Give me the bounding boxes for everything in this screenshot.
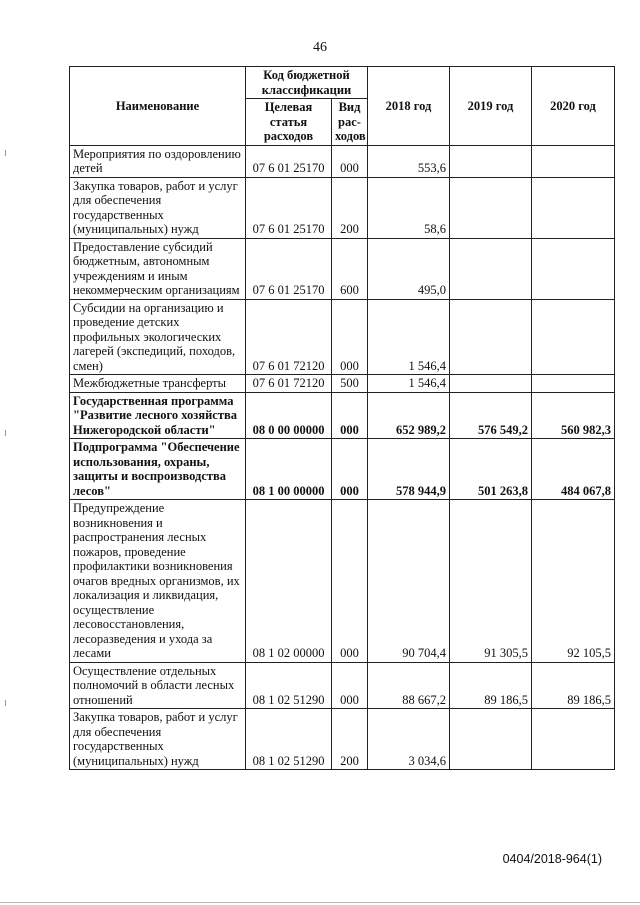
row-expense-kind-cell: 000: [332, 439, 368, 500]
table-row: [70, 439, 615, 500]
row-2019-cell: 576 549,2: [450, 392, 532, 439]
table-header-row: [70, 67, 615, 99]
row-2020-cell: 89 186,5: [532, 662, 615, 709]
row-2019-cell: 89 186,5: [450, 662, 532, 709]
row-target-code-cell: 07 6 01 25170: [246, 238, 332, 299]
row-name-cell: Осуществление отдельных полномочий в области лесных отношений: [70, 662, 246, 709]
document-number: 0404/2018-964(1): [502, 852, 602, 866]
row-2018-cell: 553,6: [368, 145, 450, 177]
row-2018-cell: 88 667,2: [368, 662, 450, 709]
row-2019-cell: 501 263,8: [450, 439, 532, 500]
budget-table: [69, 66, 615, 770]
row-2019-cell: [450, 145, 532, 177]
table-row: [70, 238, 615, 299]
row-2019-cell: [450, 709, 532, 770]
row-name-cell: Государственная программа "Развитие лесного хозяйства Нижегородской области": [70, 392, 246, 439]
row-2020-cell: 560 982,3: [532, 392, 615, 439]
row-2019-cell: [450, 238, 532, 299]
row-target-code-cell: 07 6 01 72120: [246, 299, 332, 375]
edge-mark: [5, 700, 6, 706]
row-target-code-cell: 07 6 01 25170: [246, 177, 332, 238]
row-target-code-cell: 08 0 00 00000: [246, 392, 332, 439]
table-row: [70, 709, 615, 770]
row-2018-cell: 58,6: [368, 177, 450, 238]
table-row: [70, 299, 615, 375]
header-expense-kind: Вид рас-ходов: [332, 99, 368, 146]
table-row: [70, 662, 615, 709]
table-row: [70, 177, 615, 238]
header-2020: 2020 год: [532, 67, 615, 146]
bottom-rule: [0, 902, 640, 903]
row-2018-cell: 90 704,4: [368, 500, 450, 663]
row-name-cell: Предоставление субсидий бюджетным, автономным учреждениям и иным некоммерческим организациям: [70, 238, 246, 299]
row-expense-kind-cell: 000: [332, 500, 368, 663]
row-2018-cell: 578 944,9: [368, 439, 450, 500]
row-name-cell: Предупреждение возникновения и распространения лесных пожаров, проведение профилактики возникновения очагов вредных организмов, их локализация и ликвидация, осуществление лесовосстановления, лесоразведения и ухода за лесами: [70, 500, 246, 663]
row-name-cell: Субсидии на организацию и проведение детских профильных экологических лагерей (экспедиций, походов, смен): [70, 299, 246, 375]
row-2019-cell: 91 305,5: [450, 500, 532, 663]
page-number: 46: [313, 40, 327, 55]
row-2020-cell: [532, 299, 615, 375]
table-row: [70, 145, 615, 177]
row-2020-cell: 484 067,8: [532, 439, 615, 500]
row-target-code-cell: 08 1 02 51290: [246, 709, 332, 770]
row-expense-kind-cell: 500: [332, 375, 368, 393]
row-target-code-cell: 07 6 01 72120: [246, 375, 332, 393]
row-name-cell: Подпрограмма "Обеспечение использования, охраны, защиты и воспроизводства лесов": [70, 439, 246, 500]
row-name-cell: Межбюджетные трансферты: [70, 375, 246, 393]
row-2019-cell: [450, 177, 532, 238]
edge-mark: [5, 430, 6, 436]
row-2018-cell: 1 546,4: [368, 375, 450, 393]
row-expense-kind-cell: 600: [332, 238, 368, 299]
header-code-group: Код бюджетной классификации: [246, 67, 368, 99]
row-target-code-cell: 07 6 01 25170: [246, 145, 332, 177]
row-2020-cell: [532, 238, 615, 299]
row-2019-cell: [450, 299, 532, 375]
table-row: [70, 392, 615, 439]
header-2019: 2019 год: [450, 67, 532, 146]
row-target-code-cell: 08 1 00 00000: [246, 439, 332, 500]
row-expense-kind-cell: 000: [332, 662, 368, 709]
row-name-cell: Мероприятия по оздоровлению детей: [70, 145, 246, 177]
row-expense-kind-cell: 200: [332, 177, 368, 238]
row-2020-cell: [532, 375, 615, 393]
row-2018-cell: 495,0: [368, 238, 450, 299]
table-row: [70, 500, 615, 663]
row-2018-cell: 3 034,6: [368, 709, 450, 770]
row-2019-cell: [450, 375, 532, 393]
header-name: Наименование: [70, 67, 246, 146]
row-expense-kind-cell: 000: [332, 392, 368, 439]
row-target-code-cell: 08 1 02 00000: [246, 500, 332, 663]
row-2020-cell: [532, 145, 615, 177]
row-expense-kind-cell: 000: [332, 145, 368, 177]
row-2018-cell: 1 546,4: [368, 299, 450, 375]
row-2020-cell: [532, 177, 615, 238]
row-target-code-cell: 08 1 02 51290: [246, 662, 332, 709]
row-2018-cell: 652 989,2: [368, 392, 450, 439]
row-name-cell: Закупка товаров, работ и услуг для обеспечения государственных (муниципальных) нужд: [70, 709, 246, 770]
header-2018: 2018 год: [368, 67, 450, 146]
edge-mark: [5, 150, 6, 156]
row-2020-cell: [532, 709, 615, 770]
row-expense-kind-cell: 200: [332, 709, 368, 770]
row-name-cell: Закупка товаров, работ и услуг для обеспечения государственных (муниципальных) нужд: [70, 177, 246, 238]
row-expense-kind-cell: 000: [332, 299, 368, 375]
row-2020-cell: 92 105,5: [532, 500, 615, 663]
table-row: [70, 375, 615, 393]
header-target-article: Целевая статья расходов: [246, 99, 332, 146]
